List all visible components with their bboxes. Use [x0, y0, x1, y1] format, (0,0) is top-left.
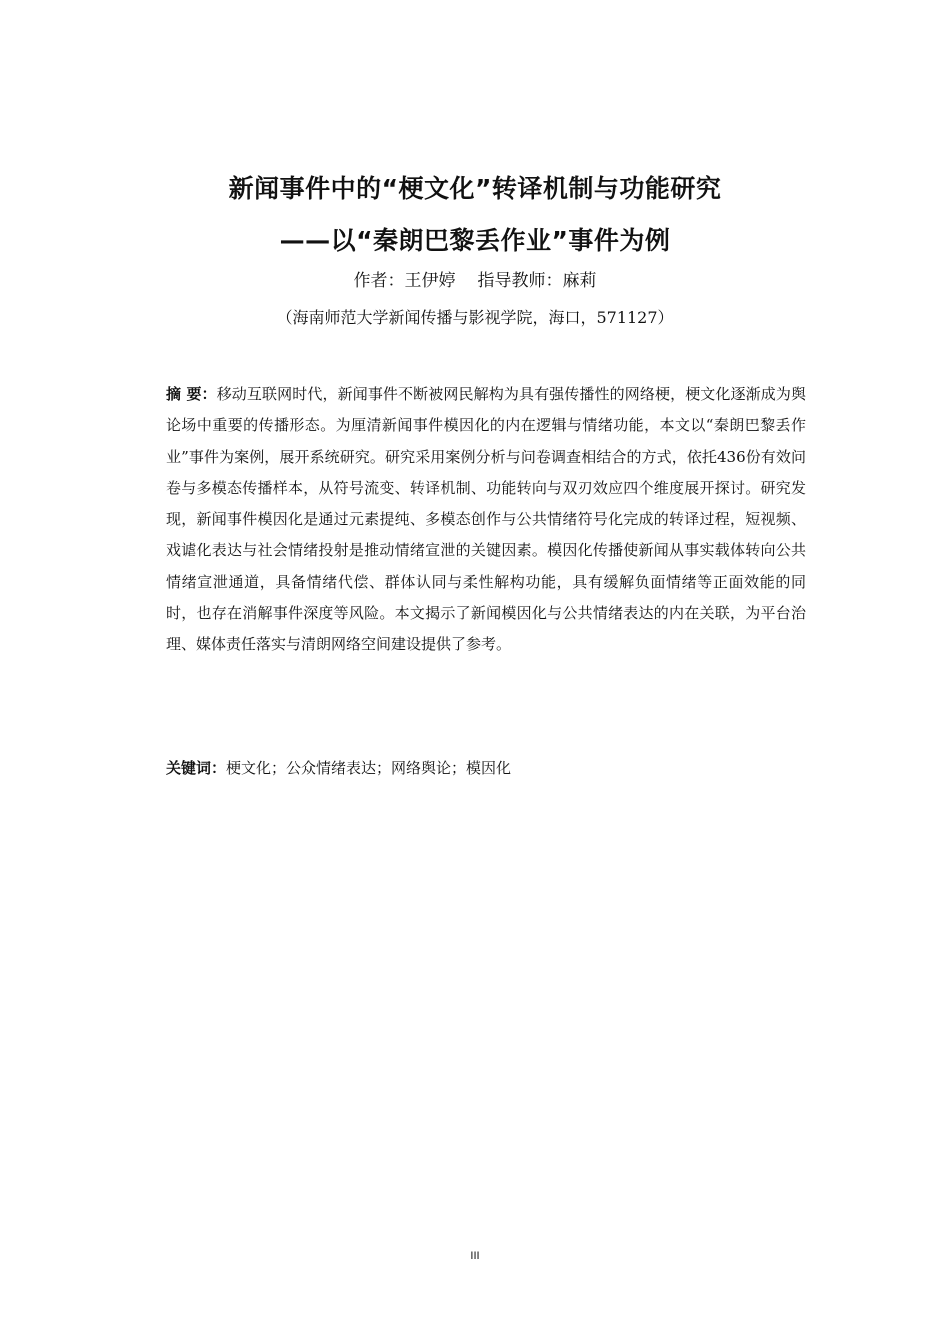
abstract — [166, 379, 806, 661]
byline — [0, 268, 950, 294]
abstract-text: 移动互联网时代，新闻事件不断被网民解构为具有强传播性的网络梗，梗文化逐渐成为舆论场中重要的传播形态。为厘清新闻事件模因化的内在逻辑与情绪功能，本文以“秦朗巴黎丢作业”事件为案例，展开系统研究。研究采用案例分析与问卷调查相结合的方式，依托436份有效问卷与多模态传播样本，从符号流变、转译机制、功能转向与双刃效应四个维度展开探讨。研究发现，新闻事件模因化是通过元素提纯、多模态创作与公共情绪符号化完成的转译过程，短视频、戏谑化表达与社会情绪投射是推动情绪宣泄的关键因素。模因化传播使新闻从事实载体转向公共情绪宣泄通道，具备情绪代偿、群体认同与柔性解构功能，具有缓解负面情绪等正面效能的同时，也存在消解事件深度等风险。本文揭示了新闻模因化与公共情绪表达的内在关联，为平台治理、媒体责任落实与清朗网络空间建设提供了参考。 — [166, 385, 806, 654]
advisor-name: 麻莉 — [562, 271, 597, 291]
author-label: 作者： — [353, 271, 405, 291]
abstract-label: 摘 要： — [166, 385, 217, 403]
advisor-label: 指导教师： — [477, 271, 563, 291]
paper-title: 新闻事件中的“梗文化”转译机制与功能研究 — [228, 174, 722, 203]
keywords — [166, 753, 806, 783]
author-name: 王伊婷 — [404, 271, 456, 291]
affiliation: （海南师范大学新闻传播与影视学院，海口，571127） — [276, 308, 674, 327]
page-number: III — [470, 1250, 480, 1262]
keywords-label: 关键词： — [166, 759, 227, 777]
keywords-text: 梗文化；公众情绪表达；网络舆论；模因化 — [226, 759, 512, 777]
paper-subtitle: ——以“秦朗巴黎丢作业”事件为例 — [279, 226, 671, 255]
